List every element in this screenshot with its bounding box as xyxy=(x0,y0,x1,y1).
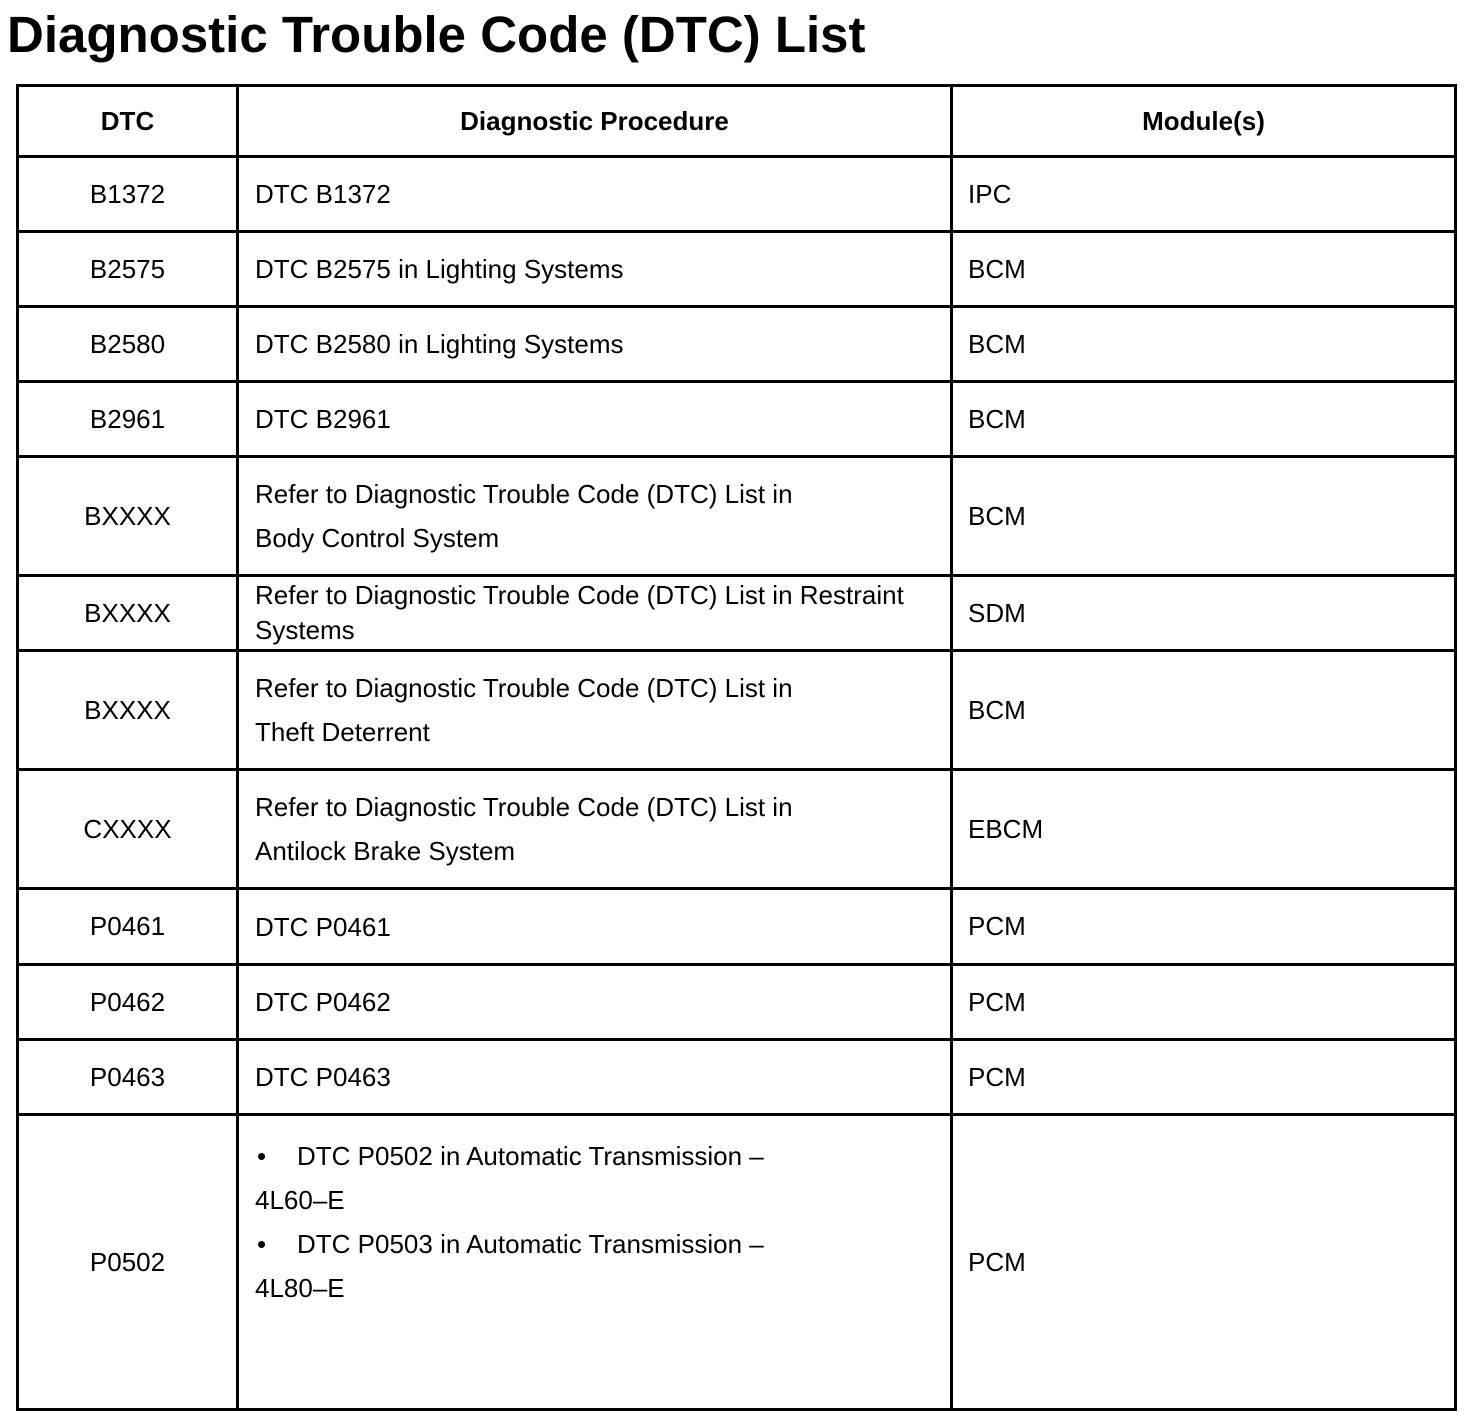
procedure-line: DTC P0461 xyxy=(255,911,391,942)
dtc-code: BXXXX xyxy=(18,457,238,576)
bullet-list-item xyxy=(255,1222,948,1266)
header-dtc: DTC xyxy=(18,86,238,157)
diagnostic-procedure xyxy=(238,1115,952,1410)
module: BCM xyxy=(952,232,1456,307)
diagnostic-procedure xyxy=(238,307,952,382)
table-row xyxy=(18,1040,1456,1115)
dtc-code: B2575 xyxy=(18,232,238,307)
procedure-line: Theft Deterrent xyxy=(255,717,430,747)
page-title: Diagnostic Trouble Code (DTC) List xyxy=(7,6,866,63)
module: PCM xyxy=(952,1040,1456,1115)
diagnostic-procedure xyxy=(238,1040,952,1115)
diagnostic-procedure xyxy=(238,651,952,770)
diagnostic-procedure xyxy=(238,770,952,889)
table-row xyxy=(18,1115,1456,1410)
table-row xyxy=(18,307,1456,382)
module: BCM xyxy=(952,457,1456,576)
diagnostic-procedure xyxy=(238,232,952,307)
diagnostic-procedure xyxy=(238,965,952,1040)
module: SDM xyxy=(952,576,1456,651)
table-row xyxy=(18,157,1456,232)
table-row xyxy=(18,457,1456,576)
module: BCM xyxy=(952,307,1456,382)
dtc-code: BXXXX xyxy=(18,576,238,651)
module: PCM xyxy=(952,889,1456,965)
module: IPC xyxy=(952,157,1456,232)
table-row xyxy=(18,651,1456,770)
procedure-line: Antilock Brake System xyxy=(255,836,516,866)
header-modules: Module(s) xyxy=(952,86,1456,157)
procedure-line: Refer to Diagnostic Trouble Code (DTC) List in xyxy=(255,673,793,703)
procedure-line: DTC B2575 in Lighting Systems xyxy=(255,254,624,284)
dtc-code: P0502 xyxy=(18,1115,238,1410)
dtc-table xyxy=(16,84,1457,1411)
procedure-line: 4L60–E xyxy=(255,1185,345,1215)
diagnostic-procedure xyxy=(238,157,952,232)
procedure-line: DTC P0462 xyxy=(255,987,391,1017)
table-row xyxy=(18,965,1456,1040)
table-header-row xyxy=(18,86,1456,157)
bullet-icon: • xyxy=(257,1141,267,1171)
bullet-list-item xyxy=(255,1134,948,1178)
module: BCM xyxy=(952,651,1456,770)
procedure-line: Refer to Diagnostic Trouble Code (DTC) List in xyxy=(255,792,793,822)
diagnostic-procedure xyxy=(238,889,952,965)
procedure-line: DTC B1372 xyxy=(255,179,391,209)
dtc-code: P0463 xyxy=(18,1040,238,1115)
module: BCM xyxy=(952,382,1456,457)
procedure-line: DTC B2961 xyxy=(255,404,391,434)
diagnostic-procedure xyxy=(238,382,952,457)
dtc-code: B2580 xyxy=(18,307,238,382)
header-diagnostic-procedure: Diagnostic Procedure xyxy=(238,86,952,157)
procedure-line: Refer to Diagnostic Trouble Code (DTC) List in Restraint xyxy=(255,580,904,610)
dtc-code: P0462 xyxy=(18,965,238,1040)
procedure-bullet-text: DTC P0502 in Automatic Transmission – xyxy=(297,1141,764,1171)
dtc-code: BXXXX xyxy=(18,651,238,770)
table-row xyxy=(18,232,1456,307)
dtc-code: CXXXX xyxy=(18,770,238,889)
procedure-bullet-text: DTC P0503 in Automatic Transmission – xyxy=(297,1229,764,1259)
dtc-code: P0461 xyxy=(18,889,238,965)
bullet-icon: • xyxy=(257,1229,267,1259)
table-row xyxy=(18,770,1456,889)
procedure-line: DTC P0463 xyxy=(255,1062,391,1092)
dtc-code: B2961 xyxy=(18,382,238,457)
module: PCM xyxy=(952,965,1456,1040)
procedure-line: Refer to Diagnostic Trouble Code (DTC) List in xyxy=(255,479,793,509)
procedure-line: DTC B2580 in Lighting Systems xyxy=(255,329,624,359)
table-row xyxy=(18,889,1456,965)
diagnostic-procedure xyxy=(238,576,952,651)
module: PCM xyxy=(952,1115,1456,1410)
diagnostic-procedure xyxy=(238,457,952,576)
dtc-code: B1372 xyxy=(18,157,238,232)
procedure-line: 4L80–E xyxy=(255,1273,345,1303)
procedure-line: Body Control System xyxy=(255,523,500,553)
table-row xyxy=(18,382,1456,457)
procedure-line: Systems xyxy=(255,615,355,645)
module: EBCM xyxy=(952,770,1456,889)
table-row xyxy=(18,576,1456,651)
